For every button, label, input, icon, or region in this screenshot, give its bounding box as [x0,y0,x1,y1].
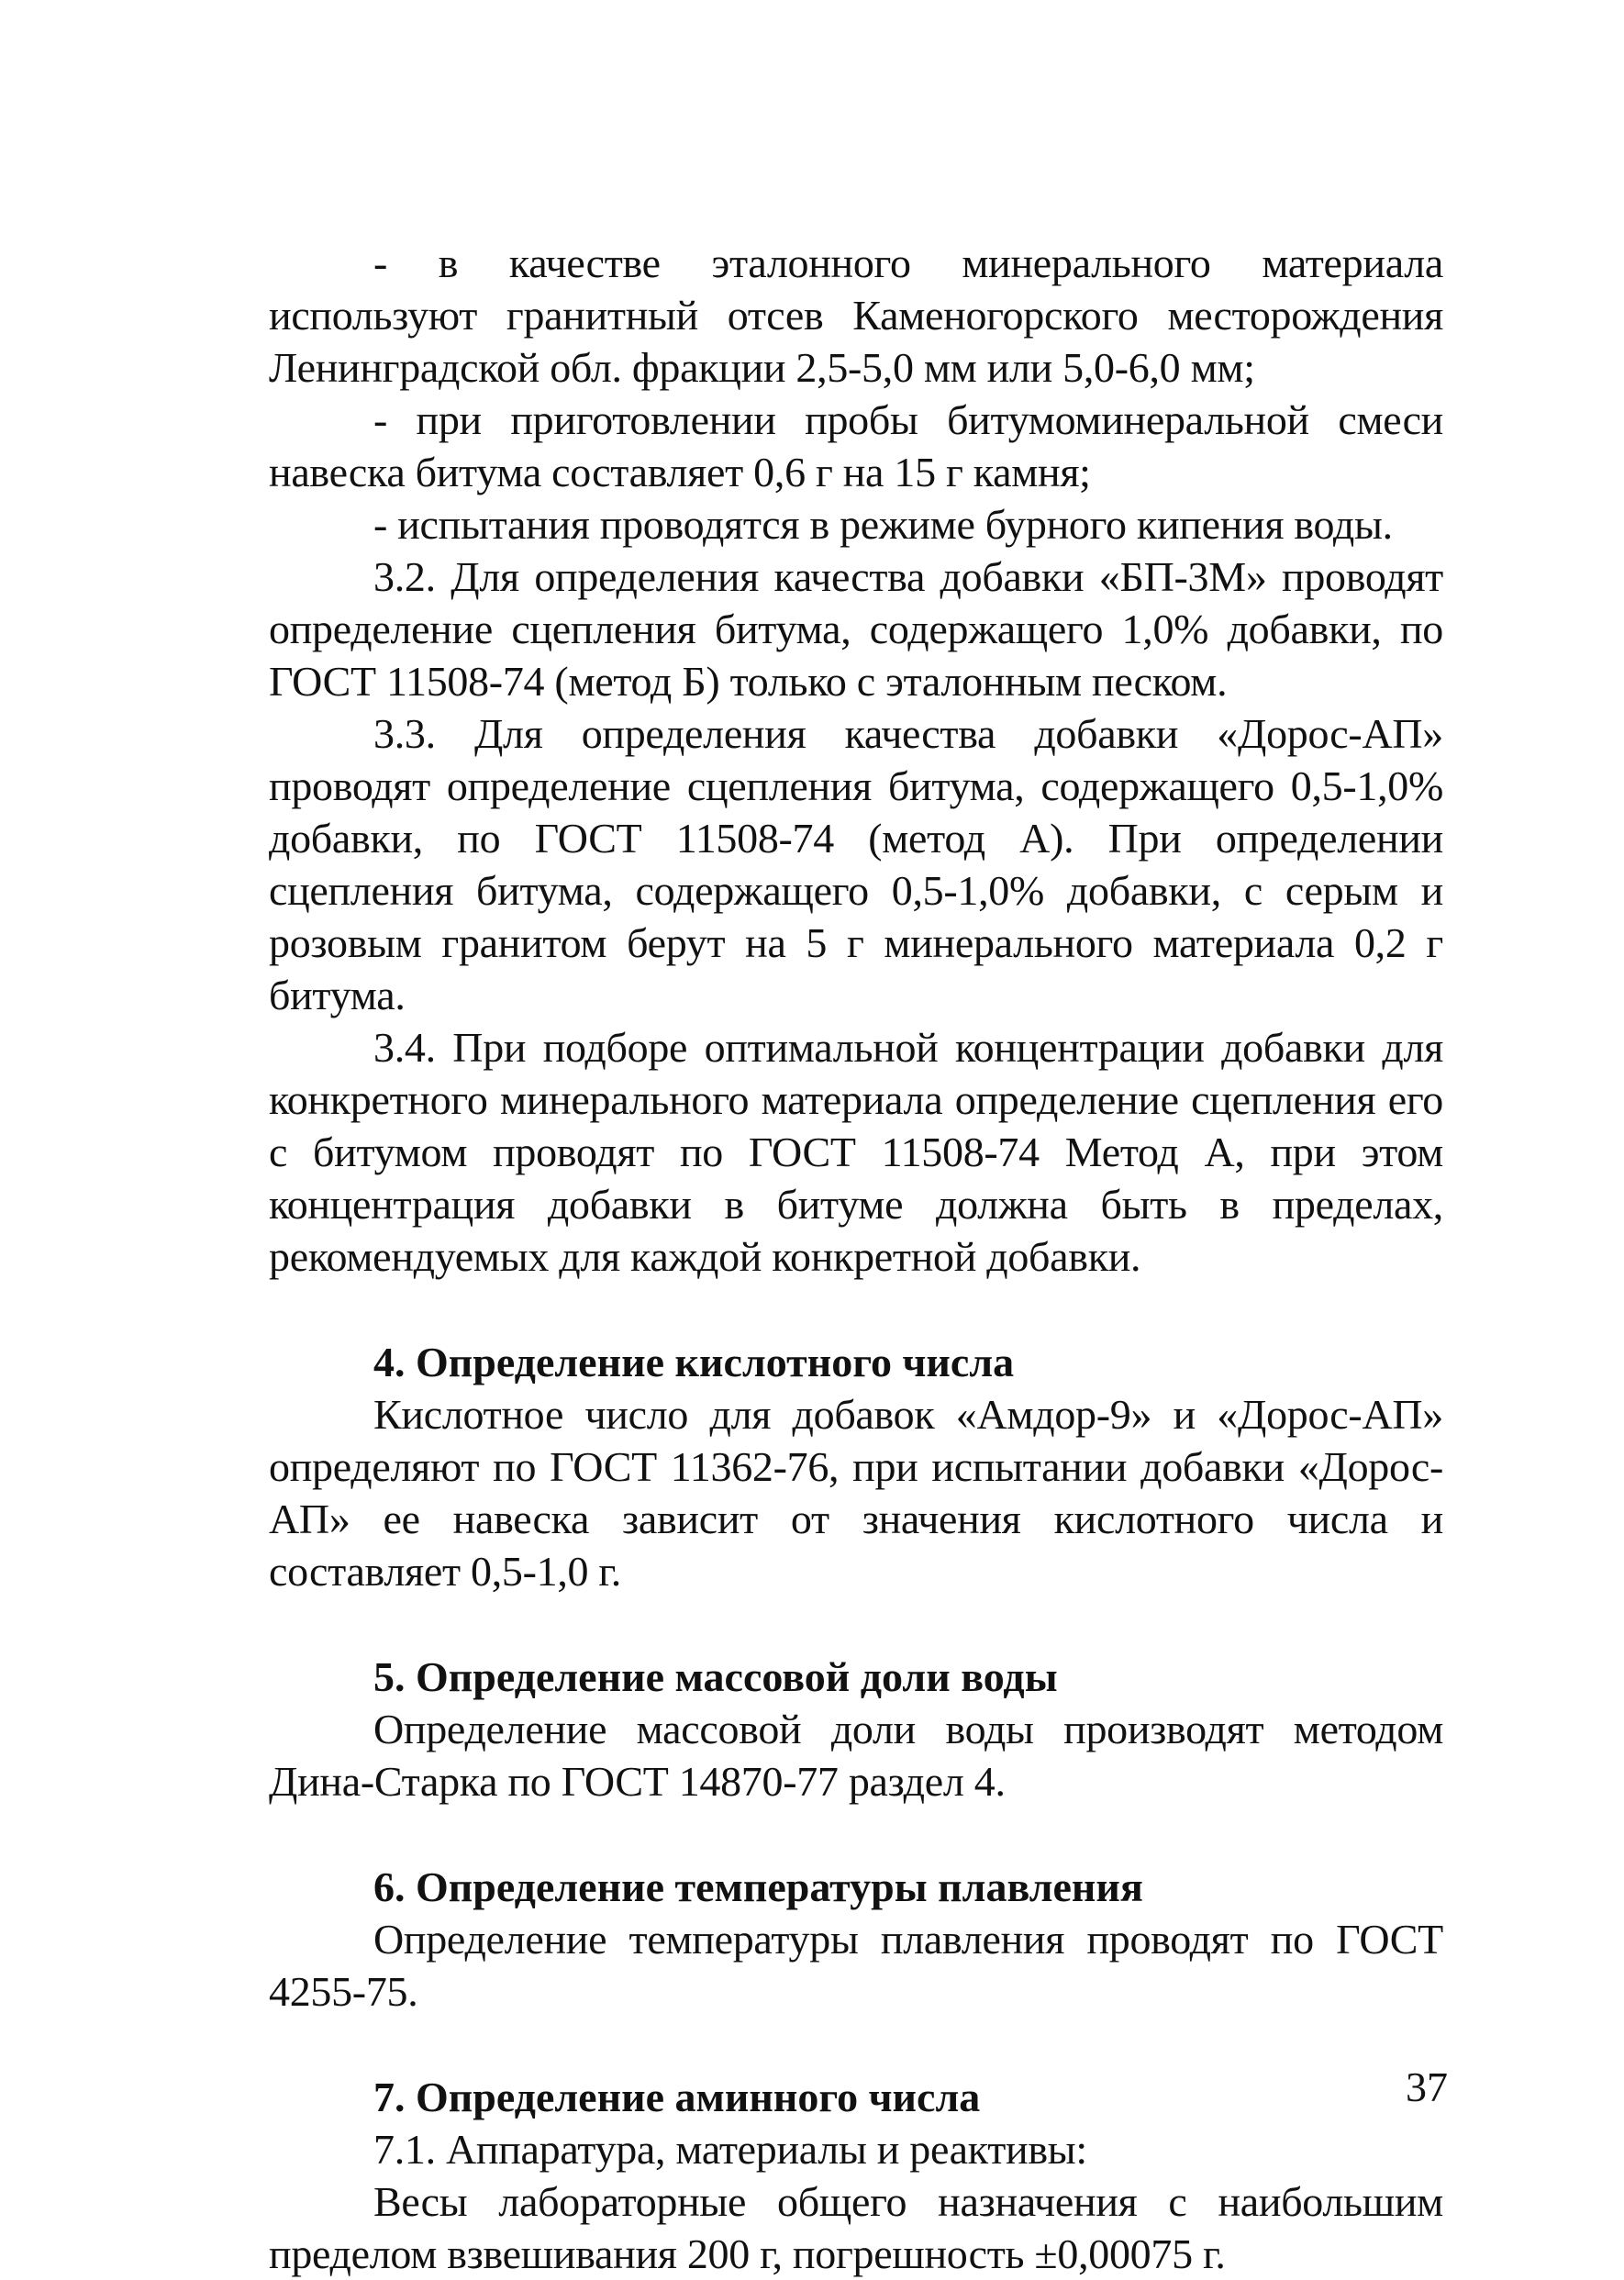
section-6-text: Определение температуры плавления проводят по ГОСТ 4255-75. [269,1916,1443,2015]
paragraph-3-4: 3.4. При подборе оптимальной концентрации добавки для конкретного минерального материала определение сцепления его с битумом проводят по ГОСТ 11508-74 Метод А, при этом концентрация добавки в битуме должна быть в пределах, рекомендуемых для каждой конкретной добавки. [269,1024,1443,1280]
page-number: 37 [1406,2063,1448,2110]
section-gap [269,2018,1443,2071]
paragraph-3-3: 3.3. Для определения качества добавки «Дорос-АП» проводят определение сцепления битума, содержащего 0,5-1,0% добавки, по ГОСТ 11508-74 (метод А). При определении сцепления битума, содержащего 0,5-1,0% добавки, с серым и розовым гранитом берут на 5 г минерального материала 0,2 г битума. [269,710,1443,1018]
paragraph-test-mode: - испытания проводятся в режиме бурного кипения воды. [373,501,1393,548]
section-7-text: Весы лабораторные общего назначения с наибольшим пределом взвешивания 200 г, погрешность ±0,00075 г. [269,2178,1443,2277]
section-7-1-subheading: 7.1. Аппаратура, материалы и реактивы: [373,2126,1087,2173]
section-gap [269,1807,1443,1861]
section-4-text: Кислотное число для добавок «Амдор-9» и «Дорос-АП» определяют по ГОСТ 11362-76, при испытании добавки «Дорос-АП» ее навеска зависит от значения кислотного числа и составляет 0,5-1,0 г. [269,1391,1443,1595]
section-5-heading: 5. Определение массовой доли воды [373,1653,1058,1700]
paragraph-3-2: 3.2. Для определения качества добавки «БП-3М» проводят определение сцепления битума, содержащего 1,0% добавки, по ГОСТ 11508-74 (метод Б) только с эталонным песком. [269,553,1443,705]
section-gap [269,1597,1443,1651]
document-page [269,237,1443,2280]
section-6-heading: 6. Определение температуры плавления [373,1863,1143,1910]
section-7-heading: 7. Определение аминного числа [373,2074,981,2120]
paragraph-reference-material: - в качестве эталонного минерального материала используют гранитный отсев Каменогорского месторождения Ленинградской обл. фракции 2,5-5,0 мм или 5,0-6,0 мм; [269,239,1443,391]
section-5-text: Определение массовой доли воды производят методом Дина-Старка по ГОСТ 14870-77 раздел 4. [269,1706,1443,1805]
section-4-heading: 4. Определение кислотного числа [373,1339,1015,1385]
section-gap [269,1283,1443,1336]
paragraph-sample-preparation: - при приготовлении пробы битумоминеральной смеси навеска битума составляет 0,6 г на 15 г камня; [269,396,1443,495]
